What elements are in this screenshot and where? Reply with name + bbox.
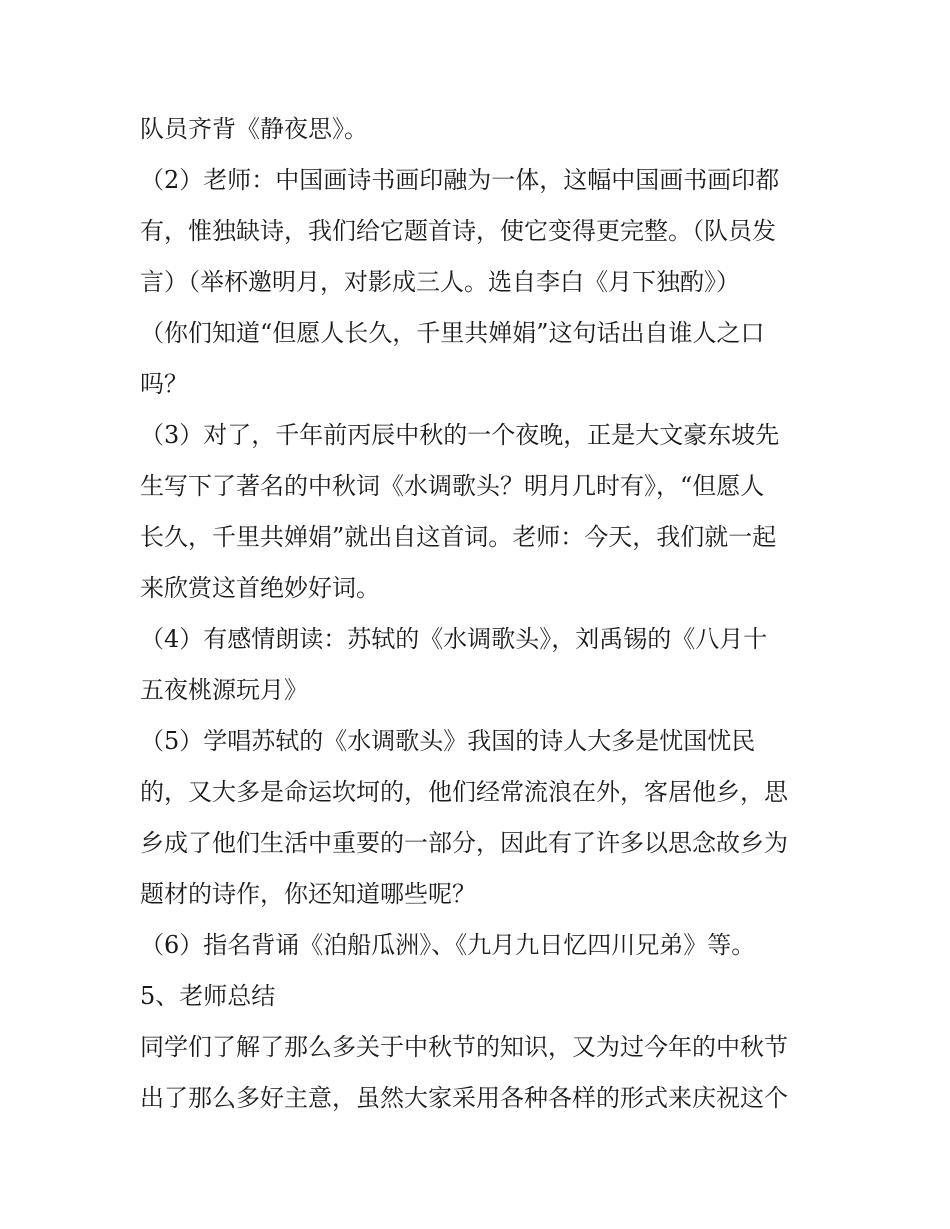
text-line: 生写下了著名的中秋词《水调歌头？明月几时有》，“但愿人	[140, 472, 765, 500]
text-line: （你们知道“但愿人长久，千里共婵娟”这句话出自谁人之口	[140, 319, 765, 347]
text-line: 来欣赏这首绝妙好词。	[140, 574, 380, 602]
text-line: 乡成了他们生活中重要的一部分，因此有了许多以思念故乡为	[140, 829, 788, 857]
text-line: 同学们了解了那么多关于中秋节的知识，又为过今年的中秋节	[140, 1033, 788, 1061]
text-line: （2）老师：中国画诗书画印融为一体，这幅中国画书画印都	[140, 166, 780, 194]
text-line: 有，惟独缺诗，我们给它题首诗，使它变得更完整。（队员发	[140, 217, 776, 245]
text-line: （3）对了，千年前丙辰中秋的一个夜晚，正是大文豪东坡先	[140, 421, 780, 449]
text-line: 的，又大多是命运坎坷的，他们经常流浪在外，客居他乡，思	[140, 778, 788, 806]
text-line: 五夜桃源玩月》	[140, 676, 308, 704]
text-line: （6）指名背诵《泊船瓜洲》、《九月九日忆四川兄弟》等。	[140, 931, 756, 959]
text-line: （5）学唱苏轼的《水调歌头》我国的诗人大多是忧国忧民	[140, 727, 756, 755]
text-line: 队员齐背《静夜思》。	[140, 115, 368, 143]
body-text	[140, 104, 820, 1124]
section-heading: 5、老师总结	[140, 982, 276, 1010]
text-line: 题材的诗作，你还知道哪些呢？	[140, 880, 476, 908]
text-line: 出了那么多好主意，虽然大家采用各种各样的形式来庆祝这个	[140, 1084, 788, 1112]
text-line: 长久，千里共婵娟”就出自这首词。老师：今天，我们就一起	[140, 523, 777, 551]
text-line: （4）有感情朗读：苏轼的《水调歌头》，刘禹锡的《八月十	[140, 625, 768, 653]
text-line: 吗？	[140, 370, 188, 398]
text-line: 言）（举杯邀明月，对影成三人。选自李白《月下独酌》）	[140, 268, 740, 296]
